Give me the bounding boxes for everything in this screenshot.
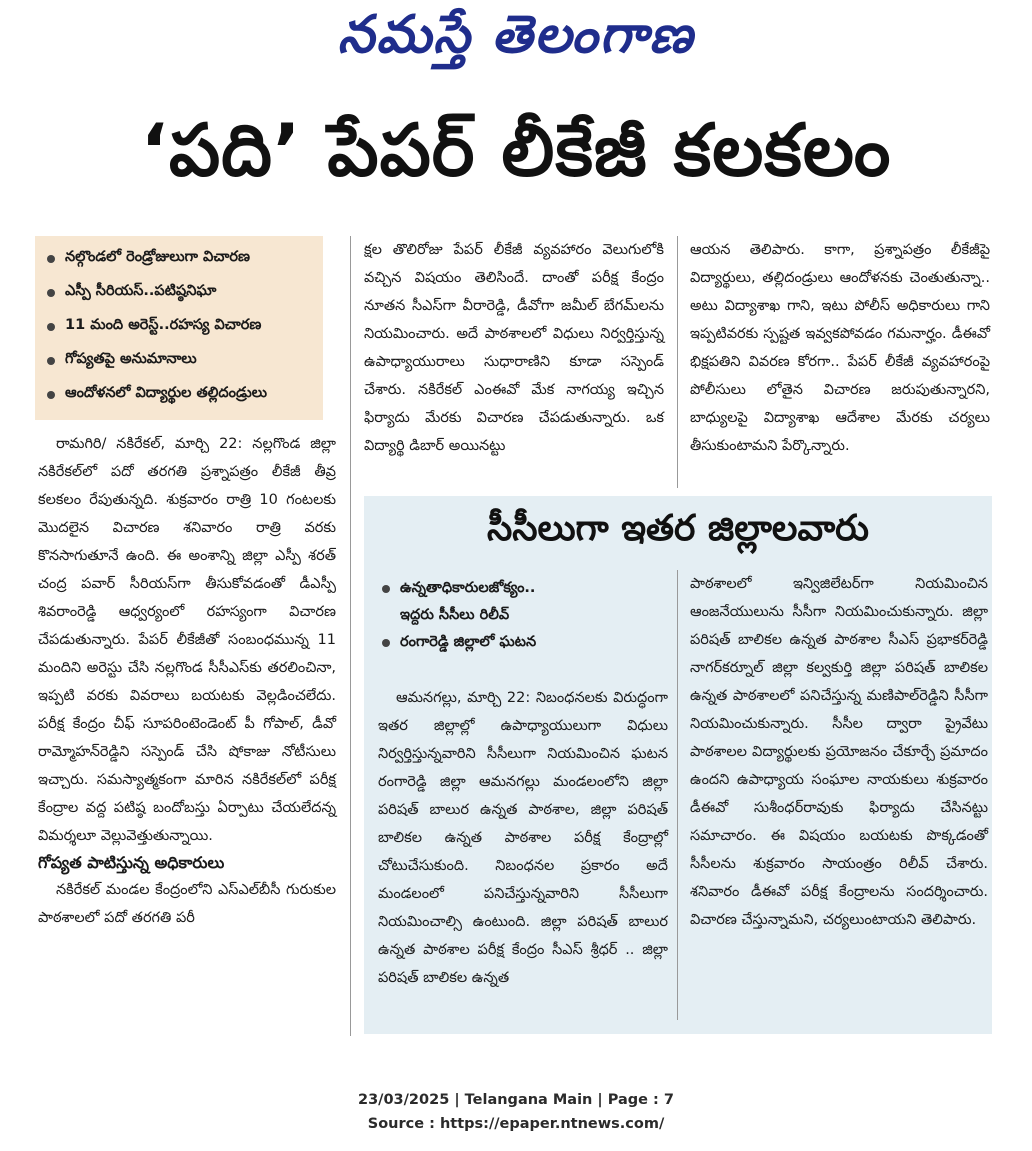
highlight-item: ఎస్పీ సీరియస్‌..పటిష్ఠనిఘా xyxy=(43,276,315,310)
bullet-icon xyxy=(47,391,55,399)
article-headline: ‘పది’ పేపర్ లీకేజీ కలకలం xyxy=(140,108,892,192)
bullet-icon xyxy=(382,585,390,593)
bullet-icon xyxy=(47,323,55,331)
highlight-item: నల్గొండలో రెండ్రోజులుగా విచారణ xyxy=(43,242,315,276)
sub-highlight-item-continued: ఇద్దరు సీసీలు రిలీవ్‌ xyxy=(400,607,510,623)
sub-highlight-item: ఉన్నతాధికారులజోక్యం.. xyxy=(378,575,678,602)
sub-story-highlights xyxy=(378,575,678,656)
bullet-icon xyxy=(47,255,55,263)
column-divider xyxy=(677,236,678,488)
sub-story-heading: సీసీలుగా ఇతర జిల్లాలవారు xyxy=(487,508,869,549)
footer-source-link[interactable]: Source : https://epaper.ntnews.com/ xyxy=(367,1116,665,1132)
highlights-box xyxy=(35,236,323,420)
article-body-continued: నకిరేకల్‌ మండల కేంద్రంలోని ఎస్‌ఎల్‌బీసీ గురుకుల పాఠశాలలో పదో తరగతి పరీ xyxy=(38,882,336,926)
article-column-1 xyxy=(38,430,336,932)
article-body: రామగిరి/ నకిరేకల్‌, మార్చి 22: నల్లగొండ జిల్లా నకిరేకల్‌లో పదో తరగతి ప్రశ్నాపత్రం లీకేజీ తీవ్ర కలకలం రేపుతున్నది. శుక్రవారం రాత్రి 10 గంటలకు మొదలైన విచారణ శనివారం రాత్రి వరకు కొనసాగుతూనే ఉంది. ఈ అంశాన్ని జిల్లా ఎస్పీ శరత్‌ చంద్ర పవార్‌ సీరియస్‌గా తీసుకోవడంతో డీఎస్పీ శివరాంరెడ్డి ఆధ్వర్యంలో రహస్యంగా విచారణ చేపడుతున్నారు. పేపర్‌ లీకేజీతో సంబంధమున్న 11 మందిని అరెస్టు చేసి నల్లగొండ సీసీఎస్‌కు తరలించినా, ఇప్పటి వరకు వివరాలు బయటకు వెల్లడించలేదు. పరీక్ష కేంద్రం చీఫ్‌ సూపరింటెండెంట్‌ పీ గోపాల్‌, డీవో రామ్మోహన్‌రెడ్డిని సస్పెండ్‌ చేసి షోకాజు నోటీసులు ఇచ్చారు. సమస్యాత్మకంగా మారిన నకిరేకల్‌లో పరీక్ష కేంద్రాల వద్ద పటిష్ఠ బందోబస్తు ఏర్పాటు చేయలేదన్న విమర్శలూ వెల్లువెత్తుతున్నాయి. xyxy=(38,436,336,844)
sub-story-column-right xyxy=(690,570,988,934)
column-divider xyxy=(350,236,351,1036)
article-column-3 xyxy=(690,236,990,460)
highlight-item: 11 మంది అరెస్ట్‌..రహస్య విచారణ xyxy=(43,310,315,344)
bullet-icon xyxy=(47,289,55,297)
highlight-item: గోప్యతపై అనుమానాలు xyxy=(43,344,315,378)
column-divider xyxy=(677,570,678,1020)
sub-story-body: పాఠశాలలో ఇన్విజిలేటర్‌గా నియమించిన ఆంజనేయులును సీసీగా నియమించుకున్నారు. జిల్లా పరిషత్‌ బాలికల ఉన్నత పాఠశాల సీఎస్‌ ప్రభాకర్‌రెడ్డి నాగర్‌కర్నూల్‌ జిల్లా కల్వకుర్తి జిల్లా పరిషత్‌ బాలికల ఉన్నత పాఠశాలలో పనిచేస్తున్న మణిపాల్‌రెడ్డిని సీసీగా నియమించుకున్నారు. సీసీల ద్వారా ప్రైవేటు పాఠశాలల విద్యార్థులకు ప్రయోజనం చేకూర్చే ప్రమాదం ఉందని ఉపాధ్యాయ సంఘాల నాయకులు శుక్రవారం డీఈవో సుశీంధర్‌రావుకు ఫిర్యాదు చేసినట్టు సమాచారం. ఈ విషయం బయటకు పొక్కడంతో సీసీలను శుక్రవారం సాయంత్రం రిలీవ్‌ చేశారు. శనివారం డీఈవో పరీక్ష కేంద్రాలను సందర్శించారు. విచారణ చేస్తున్నామని, చర్యలుంటాయని తెలిపారు. xyxy=(690,576,988,928)
article-body: క్షల తొలిరోజు పేపర్‌ లీకేజీ వ్యవహారం వెలుగులోకి వచ్చిన విషయం తెలిసిందే. దాంతో పరీక్ష కేంద్రం నూతన సీఎస్‌గా వీరారెడ్డి, డీవోగా జమీల్‌ బేగమ్‌లను నియమించారు. అదే పాఠశాలలో విధులు నిర్వర్తిస్తున్న ఉపాధ్యాయురాలు సుధారాణిని కూడా సస్పెండ్‌ చేశారు. నకిరేకల్‌ ఎంఈవో మేక నాగయ్య ఇచ్చిన ఫిర్యాదు మేరకు విచారణ చేపడుతున్నారు. ఒక విద్యార్థి డిబార్‌ అయినట్టు xyxy=(364,242,664,454)
article-subheading: గోప్యత పాటిస్తున్న అధికారులు xyxy=(38,853,225,872)
newspaper-masthead: నమస్తే తెలంగాణ xyxy=(337,4,695,65)
article-body: ఆయన తెలిపారు. కాగా, ప్రశ్నాపత్రం లీకేజీపై విద్యార్థులు, తల్లిదండ్రులు ఆందోళనకు చెంతుతున్నా.. అటు విద్యాశాఖ గాని, ఇటు పోలీస్‌ అధికారులు గాని ఇప్పటివరకు స్పష్టత ఇవ్వకపోవడం గమనార్హం. డీఈవో భిక్షపతిని వివరణ కోరగా.. పేపర్‌ లీకేజీ వ్యవహారంపై పోలీసులు లోతైన విచారణ జరుపుతున్నారని, బాధ్యులపై విద్యాశాఖ ఆదేశాల మేరకు చర్యలు తీసుకుంటామని పేర్కొన్నారు. xyxy=(690,242,990,454)
page-footer xyxy=(0,1088,1032,1136)
article-column-2 xyxy=(364,236,664,460)
sub-story-column-left xyxy=(378,684,668,992)
sub-highlight-item: రంగారెడ్డి జిల్లాలో ఘటన xyxy=(378,629,678,656)
sub-story-body: ఆమనగల్లు, మార్చి 22: నిబంధనలకు విరుద్ధంగా ఇతర జిల్లాల్లో ఉపాధ్యాయులుగా విధులు నిర్వర్తిస్తున్నవారిని సీసీలుగా నియమించిన ఘటన రంగారెడ్డి జిల్లా ఆమనగల్లు మండలంలోని జిల్లా పరిషత్‌ బాలుర ఉన్నత పాఠశాల, జిల్లా పరిషత్‌ బాలికల ఉన్నత పాఠశాల పరీక్ష కేంద్రాల్లో చోటుచేసుకుంది. నిబంధనల ప్రకారం అదే మండలంలో పనిచేస్తున్నవారిని సీసీలుగా నియమించాల్సి ఉంటుంది. జిల్లా పరిషత్‌ బాలుర ఉన్నత పాఠశాల పరీక్ష కేంద్రం సీఎస్‌ శ్రీధర్‌ .. జిల్లా పరిషత్‌ బాలికల ఉన్నత xyxy=(378,690,668,986)
bullet-icon xyxy=(382,639,390,647)
footer-date-page: 23/03/2025 | Telangana Main | Page : 7 xyxy=(357,1092,674,1108)
bullet-icon xyxy=(47,357,55,365)
highlight-item: ఆందోళనలో విద్యార్థుల తల్లిదండ్రులు xyxy=(43,378,315,412)
